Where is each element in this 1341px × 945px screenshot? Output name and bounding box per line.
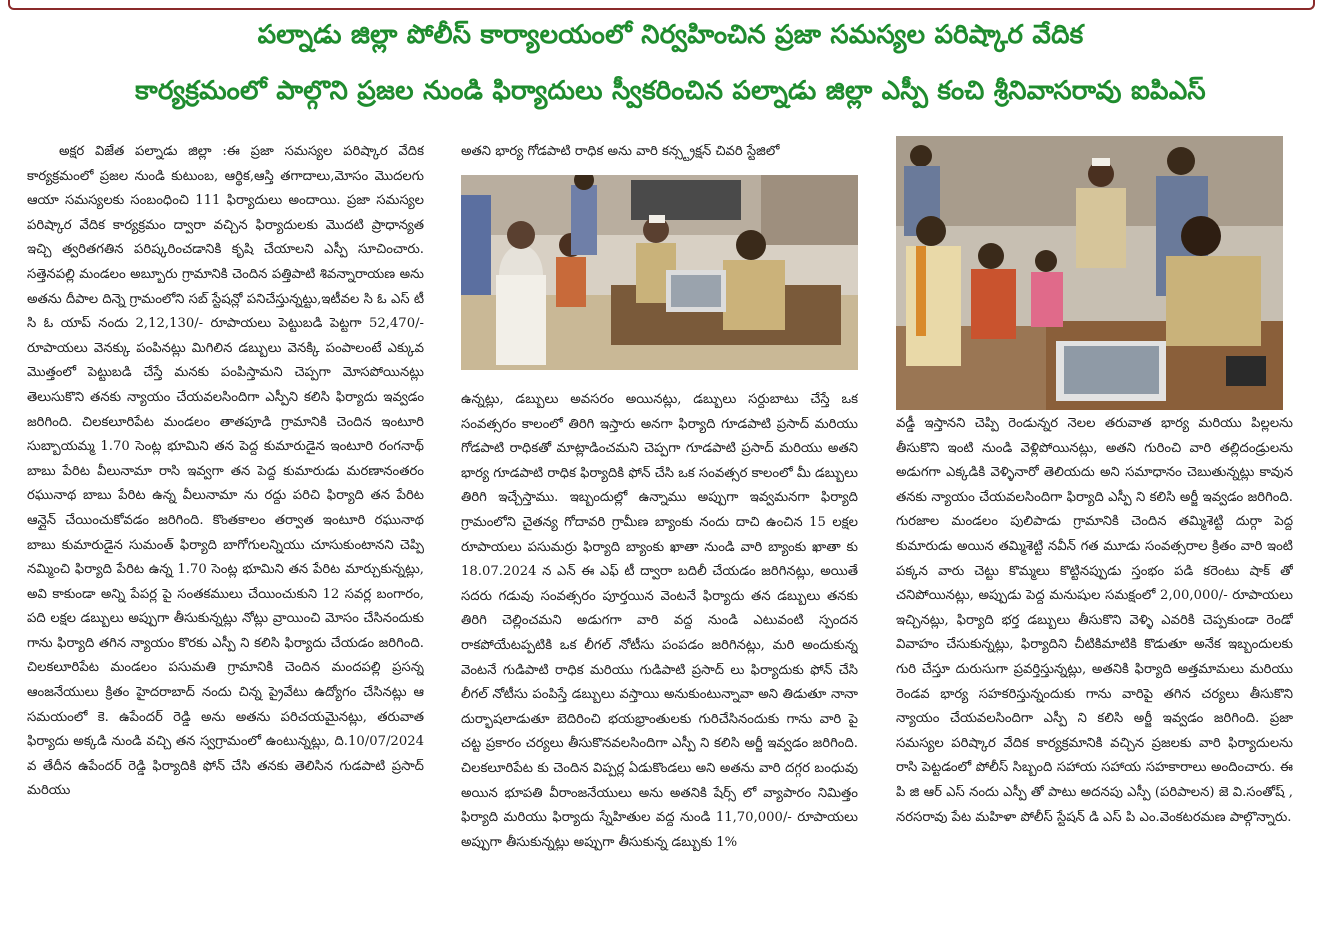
top-border bbox=[8, 0, 1315, 10]
article-column-2-bottom bbox=[461, 388, 858, 940]
article-column-1 bbox=[27, 140, 424, 940]
photo-sp-meeting-family bbox=[896, 136, 1283, 410]
article-column-2-top bbox=[461, 140, 858, 170]
photo-sp-meeting-public bbox=[461, 175, 858, 370]
headline-line-1: పల్నాడు జిల్లా పోలీస్ కార్యాలయంలో నిర్వహించిన ప్రజా సమస్యల పరిష్కార వేదిక bbox=[257, 20, 1084, 50]
column-1-text: అక్షర విజేత పల్నాడు జిల్లా :ఈ ప్రజా సమస్యల పరిష్కార వేదిక కార్యక్రమంలో ప్రజల నుండి కుటుంబ, ఆర్థిక,ఆస్తి తగాదాలు,మోసం మొదలగు ఆయా సమస్యలకు సంబంధించి 111 ఫిర్యాదులు అందాయి. ప్రజా సమస్యల పరిష్కార వేదిక కార్యక్రమం ద్వారా వచ్చిన ఫిర్యాదులకు మొదటి ప్రాధాన్యత ఇచ్చి త్వరితగతిన పరిష్కరించడానికి కృషి చేయాలని ఎస్పీ సూచించారు. సత్తెనపల్లి మండలం అబ్బూరు గ్రామానికి చెందిన పత్తిపాటి శివన్నారాయణ అను అతను దీపాల దిన్నె గ్రామంలోని సబ్ స్టేషన్లో పనిచేస్తున్నట్టు,ఇటీవల సి ఓ ఎస్ టీ సి ఓ యాప్ నందు 2,12,130/- రూపాయలు పెట్టుబడి పెట్టగా 52,470/- రూపాయలు వెనక్కు పంపినట్లు మిగిలిన డబ్బులు వెనక్కి పంపాలంటే ఎక్కువ మొత్తంలో పెట్టుబడి చేస్తే మనకు పంపిస్తామని చెప్పగా మోసపోయినట్లు తెలుసుకొని తనకు న్యాయం చేయవలసిందిగా ఎస్పీని కలిసి ఫిర్యాదు ఇవ్వడం జరిగింది. చిలకలూరిపేట మండలం తాతపూడి గ్రామానికి చెందిన ఇంటూరి సుబ్బాయమ్మ 1.70 సెంట్ల భూమిని తన పెద్ద కుమారుడైన ఇంటూరి రంగనాథ్ బాబు పేరిట వీలునామా రాసి ఇవ్వగా తన పెద్ద కుమారుడు మరణానంతరం రఘునాథ బాబు పేరిట ఉన్న వీలునామా ను రద్దు పరిచి ఫిర్యాది తన పేరిట ఆన్లైన్ చేయించుకోవడం జరిగింది. కొంతకాలం తర్వాత ఇంటూరి రఘునాథ బాబు కుమారుడైన సుమంత్ ఫిర్యాది బాగోగులన్నియు చూసుకుంటానని చెప్పి నమ్మించి ఫిర్యాది పేరిట ఉన్న 1.70 సెంట్ల భూమిని తన పేరిట మార్చుకున్నట్లు, అవి కాకుండా అన్ని పేపర్ల పై సంతకములు చేయించుకుని 12 సవర్ల బంగారం, పది లక్షల డబ్బులు అప్పుగా తీసుకున్నట్లు నోట్లు వ్రాయించి మోసం చేసినందుకు గాను ఫిర్యాది తగిన న్యాయం కొరకు ఎస్పీ ని కలిసి ఫిర్యాదు చేయడం జరిగింది. చిలకలూరిపేట మండలం పసుమతి గ్రామానికి చెందిన మందపల్లి ప్రసన్న ఆంజనేయులు క్రితం హైదరాబాద్ నందు చిన్న ప్రైవేటు ఉద్యోగం చేసినట్లు ఆ సమయంలో కె. ఉపేందర్ రెడ్డి అను అతను పరిచయమైనట్లు, తరువాత ఫిర్యాదు అక్కడి నుండి వచ్చి తన స్వగ్రామంలో ఉంటున్నట్లు, ది.10/07/2024 వ తేదీన ఉపేందర్ రెడ్డి ఫిర్యాదికి ఫోన్ చేసి తనకు తెలిసిన గుడపాటి ప్రసాద్ మరియు bbox=[27, 144, 424, 799]
column-2-bottom-text: ఉన్నట్లు, డబ్బులు అవసరం అయినట్లు, డబ్బులు సర్దుబాటు చేస్తే ఒక సంవత్సరం కాలంలో తిరిగి ఇస్తారు అనగా ఫిర్యాది గూడపాటి ప్రసాద్ మరియు గోడపాటి రాధికతో మాట్లాడించమని చెప్పగా గూడపాటి ప్రసాద్ మరియు అతని భార్య గూడపాటి రాధిక ఫిర్యాదికి ఫోన్ చేసి ఒక సంవత్సర కాలంలో మీ డబ్బులు తిరిగి ఇచ్చేస్తాము. ఇబ్బందుల్లో ఉన్నాము అప్పుగా ఇవ్వమనగా ఫిర్యాది గ్రామంలోని చైతన్య గోదావరి గ్రామీణ బ్యాంకు నందు దాచి ఉంచిన 15 లక్షల రూపాయలు పసుమర్రు ఫిర్యాది బ్యాంకు ఖాతా నుండి వారి బ్యాంకు ఖాతా కు 18.07.2024 న ఎన్ ఈ ఎఫ్ టీ ద్వారా బదిలీ చేయడం జరిగినట్లు, అయితే సదరు గడువు సంవత్సరం పూర్తయిన వెంటనే ఫిర్యాదు తన డబ్బులు తనకు తిరిగి చెల్లించమని అడుగగా వారి వద్ద నుండి ఎటువంటి స్పందన రాకపోయేటప్పటికి ఒక లీగల్ నోటీసు పంపడం జరిగినట్లు, మరి అందుకున్న వెంటనే గుడిపాటి రాధిక మరియు గుడిపాటి ప్రసాద్ లు ఫిర్యాదుకు ఫోన్ చేసి లీగల్ నోటీసు పంపిస్తే డబ్బులు వస్తాయి అనుకుంటున్నావా అని తిడుతూ నానా దుర్భాషలాడుతూ బెదిరించి భయభ్రాంతులకు గురిచేసినందుకు గాను వారి పై చట్ట ప్రకారం చర్యలు తీసుకొనవలసిందిగా ఎస్పీ ని కలిసి అర్జీ ఇవ్వడం జరిగింది. చిలకలూరిపేట కు చెందిన విప్పర్ల ఏడుకొండలు అని అతను వారి దగ్గర బంధువు అయిన భూపతి వీరాంజనేయులు అను అతనికి షేర్స్ లో వ్యాపారం నిమిత్తం ఫిర్యాది మరియు ఫిర్యాదు స్నేహితుల వద్ద నుండి 11,70,000/- రూపాయలు అప్పుగా తీసుకున్నట్లు అప్పుగా తీసుకున్న డబ్బుకు 1% bbox=[461, 392, 858, 850]
article-column-3-bottom bbox=[896, 412, 1293, 940]
column-2-top-text: అతని భార్య గోడపాటి రాధిక అను వారి కన్స్ట్రక్షన్ చివరి స్టేజిలో bbox=[461, 144, 780, 159]
column-3-bottom-text: వడ్డీ ఇస్తానని చెప్పి రెండున్నర నెలల తరువాత భార్య మరియు పిల్లలను తీసుకొని ఇంటి నుండి వెళ్లిపోయినట్లు, అతని గురించి వారి తల్లిదండ్రులను అడుగగా ఎక్కడికి వెళ్ళినారో తెలియదు అని సమాధానం చెబుతున్నట్లు కావున తనకు న్యాయం చేయవలసిందిగా ఫిర్యాది ఎస్పీ ని కలిసి అర్జీ ఇవ్వడం జరిగింది. గురజాల మండలం పులిపాడు గ్రామానికి చెందిన తమ్మిశెట్టి దుర్గా పెద్ద కుమారుడు అయిన తమ్మిశెట్టి నవీన్ గత మూడు సంవత్సరాల క్రితం వారి ఇంటి పక్కన వారు చెట్టు కొమ్మలు కొట్టినప్పుడు స్తంభం పడి కరెంటు షాక్ తో చనిపోయినట్లు, అప్పుడు పెద్ద మనుషుల సమక్షంలో 2,00,000/- రూపాయలు ఇచ్చినట్లు, ఫిర్యాది భర్త డబ్బులు తీసుకొని వెళ్ళి ఎవరికి చెప్పకుండా రెండో వివాహం చేసుకున్నట్లు, ఫిర్యాదిని చీటికిమాటికి కొడుతూ అనేక ఇబ్బందులకు గురి చేస్తూ దురుసుగా ప్రవర్తిస్తున్నట్లు, అతనికి ఫిర్యాది అత్తమామలు మరియు రెండవ భార్య సహకరిస్తున్నందుకు గాను వారిపై తగిన చర్యలు తీసుకొని న్యాయం చేయవలసిందిగా ఎస్పీ ని కలిసి అర్జీ ఇవ్వడం జరిగింది. ప్రజా సమస్యల పరిష్కార వేదిక కార్యక్రమానికి వచ్చిన ప్రజలకు వారి ఫిర్యాదులను రాసి పెట్టడంలో పోలీస్ సిబ్బంది సహాయ సహాయ సహకారాలు అందించారు. ఈ పి జి ఆర్ ఎస్ నందు ఎస్పీ తో పాటు అదనపు ఎస్పీ (పరిపాలన) జె వి.సంతోష్ , నరసరావు పేట మహిళా పోలీస్ స్టేషన్ డి ఎస్ పి ఎం.వెంకటరమణ పాల్గొన్నారు. bbox=[896, 416, 1293, 825]
headline-line-2: కార్యక్రమంలో పాల్గొని ప్రజల నుండి ఫిర్యాదులు స్వీకరించిన పల్నాడు జిల్లా ఎస్పీ కంచి శ్రీనివాసరావు ఐపిఎస్ bbox=[135, 76, 1206, 106]
